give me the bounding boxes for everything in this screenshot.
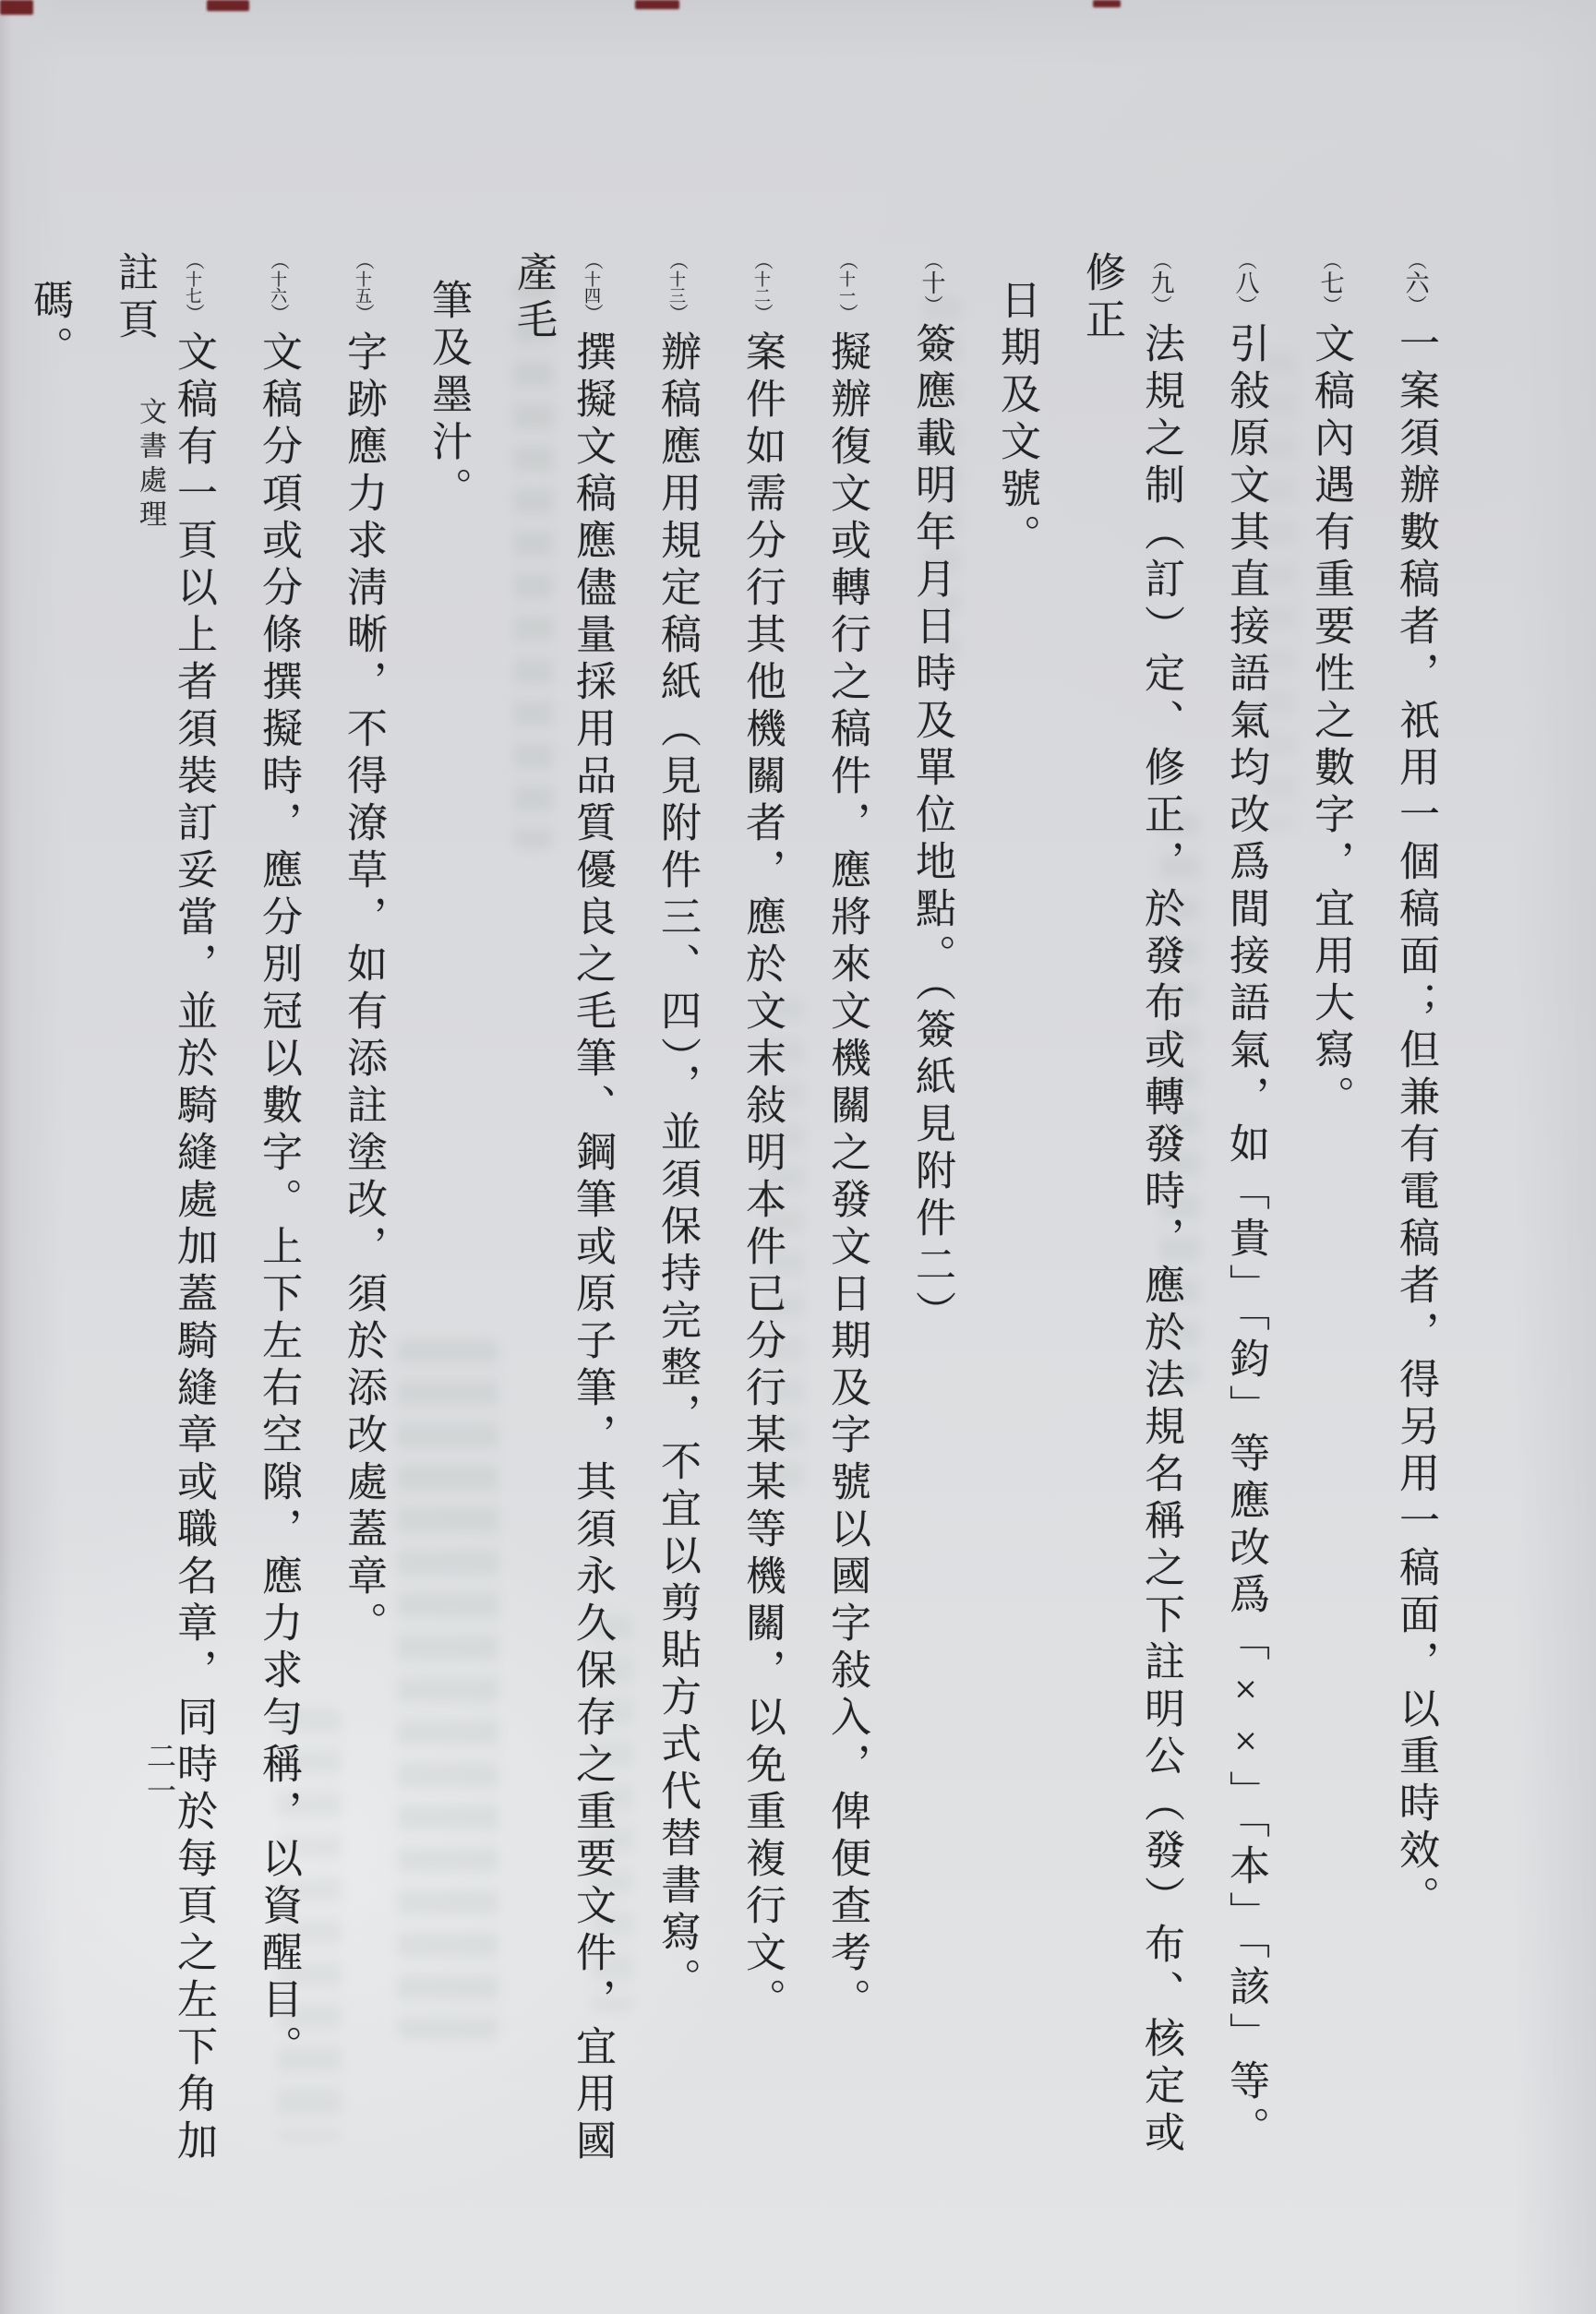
item-text: 擬辦復文或轉行之稿件，應將來文機關之發文日期及字號以國字敍入，俾便查考。 [824,330,870,2025]
item-column-16 [248,251,307,2180]
item-text: 一案須辦數稿者，祇用一個稿面；但兼有電稿者，得另用一稿面，以重時效。 [1393,322,1438,1923]
item-column-11 [817,251,876,2180]
item-text: 文稿內遇有重要性之數字，宜用大寫。 [1308,322,1353,1122]
page-edge-mark [207,0,249,11]
margin-running-title: 文書處理 [135,397,165,534]
item-column-7 [1301,251,1360,2180]
item-label: （九） [1147,251,1174,315]
item-text: 引敍原文其直接語氣均改爲間接語氣，如「貴」「鈞」等應改爲「××」「本」「該」等。 [1223,322,1268,2153]
item-text: 文稿有一頁以上者須裝訂妥當，並於騎縫處加蓋騎縫章或職名章，同時於每頁之左下角加註頁 [112,251,216,2166]
item-label: （八） [1232,251,1259,315]
page-number: 二一 [143,1741,176,1809]
item-label: （十四） [582,251,602,323]
item-column-13 [647,251,706,2180]
item-text: 筆及墨汁。 [426,279,471,514]
item-column-6 [1386,251,1445,2180]
item-text: 字跡應力求淸晰，不得潦草，如有添註塗改，須於添改處蓋章。 [341,330,386,1649]
item-label: （十一） [836,251,857,323]
item-column-17-cont [19,251,78,2180]
item-label: （十二） [751,251,772,323]
item-column-14-cont [418,251,477,2180]
text-block [0,251,1445,2180]
page-edge-mark [635,0,679,9]
item-text: 撰擬文稿應儘量採用品質優良之毛筆、鋼筆或原子筆，其須永久保存之重要文件，宜用國產毛 [510,251,615,2166]
item-text: 日期及文號。 [994,279,1039,561]
item-column-17 [104,251,222,2180]
item-column-14 [503,251,621,2180]
item-column-9-cont [987,251,1046,2180]
page-edge-mark [1093,0,1121,7]
item-label: （十三） [666,251,687,323]
item-column-10 [902,251,961,2180]
item-label: （十五） [353,251,373,323]
page-edge-mark [0,0,33,15]
item-label: （七） [1317,251,1344,315]
item-column-8 [1216,251,1275,2180]
item-column-12 [732,251,791,2180]
item-text: 辦稿應用規定稿紙（見附件三、四），並須保持完整，不宜以剪貼方式代替書寫。 [654,330,700,2005]
item-text: 法規之制（訂）定、修正，於發布或轉發時，應於法規名稱之下註明公（發）布、核定或修正 [1079,251,1183,2158]
item-text: 碼。 [27,279,72,373]
item-column-15 [333,251,392,2180]
item-text: 簽應載明年月日時及單位地點。（簽紙見附件二） [909,322,954,1337]
item-label: （六） [1402,251,1429,315]
item-label: （十） [918,251,945,315]
item-label: （十六） [268,251,288,323]
item-text: 案件如需分行其他機關者，應於文末敍明本件已分行某某等機關，以免重複行文。 [739,330,785,2025]
item-column-9 [1072,251,1190,2180]
item-text: 文稿分項或分條撰擬時，應分別冠以數字。上下左右空隙，應力求勻稱，以資醒目。 [256,330,301,2072]
item-label: （十七） [183,251,203,323]
